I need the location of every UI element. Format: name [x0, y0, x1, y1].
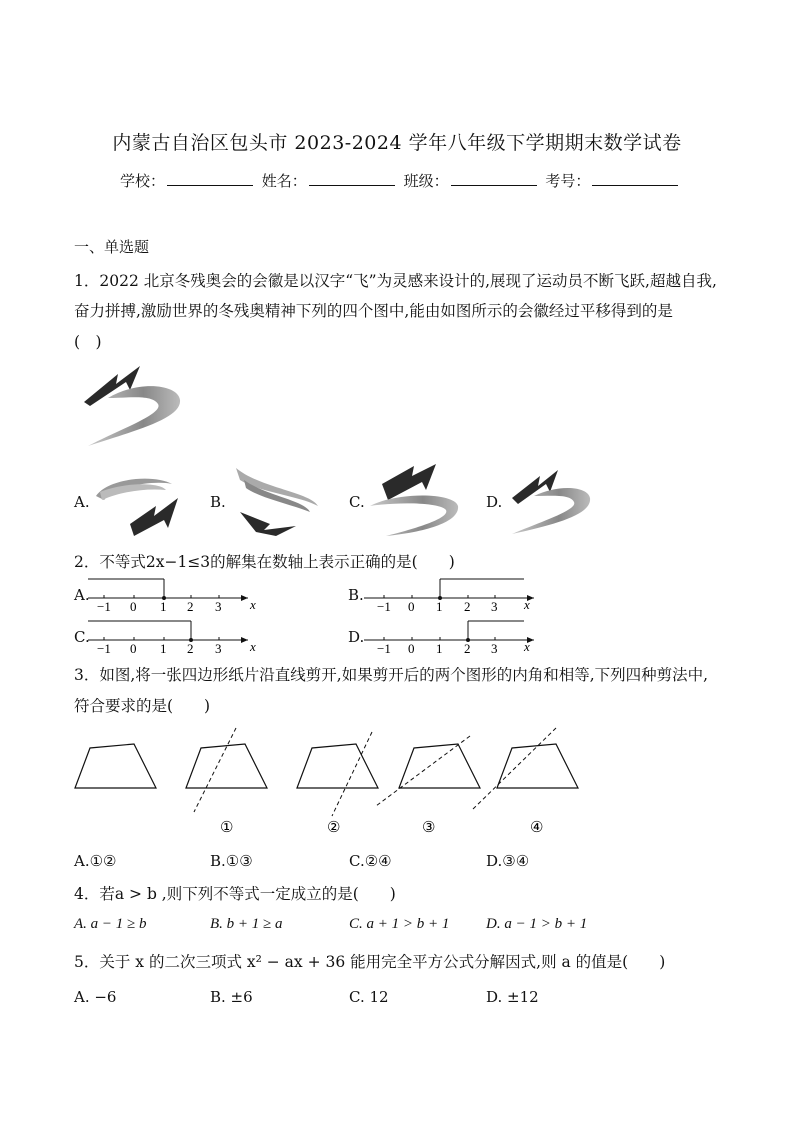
- quad-3: [399, 744, 480, 788]
- q1-paren: ( ): [74, 333, 102, 351]
- q2-option-d: D.: [348, 628, 365, 646]
- q2-option-a: A.: [74, 586, 90, 604]
- tick-label: 0: [408, 641, 415, 654]
- tick-label: 1: [160, 599, 167, 612]
- figure-label-3: ③: [422, 820, 436, 836]
- figure-label-2: ②: [327, 820, 341, 836]
- q1-option-a: A.: [74, 493, 90, 511]
- tick-label: −1: [97, 599, 111, 612]
- tick-label: 3: [215, 641, 222, 654]
- section-heading: 一、单选题: [74, 238, 150, 256]
- tick-label: 2: [464, 641, 471, 654]
- q3-option-c: C.②④: [349, 852, 392, 870]
- q2-option-c: C.: [74, 628, 90, 646]
- q3-option-a: A.①②: [74, 852, 117, 870]
- axis-variable: x: [524, 639, 530, 654]
- exam-no-blank: [592, 171, 678, 186]
- q2-numberline-a: [88, 576, 268, 612]
- q5-option-c: C. 12: [349, 988, 389, 1006]
- q1-emblem-figure: [78, 360, 188, 452]
- q2-numberline-b: [364, 576, 544, 612]
- quad-1: [186, 744, 267, 788]
- q4-option-a: A. a − 1 ≥ b: [74, 916, 147, 932]
- q2-option-b: B.: [348, 586, 364, 604]
- q4-option-c: C. a + 1 > b + 1: [349, 916, 450, 932]
- q3-line1: 3．如图,将一张四边形纸片沿直线剪开,如果剪开后的两个图形的内角和相等,下列四种剪法中,: [74, 666, 709, 684]
- tick-label: 1: [436, 599, 443, 612]
- q2-numberline-c: [88, 618, 268, 654]
- cut-line-1: [194, 728, 236, 812]
- cut-line-4: [472, 728, 556, 810]
- quad-original: [75, 744, 156, 788]
- q1-option-c: C.: [349, 493, 365, 511]
- tick-label: 2: [187, 599, 194, 612]
- name-label: 姓名：: [261, 172, 307, 190]
- q5-option-a: A. −6: [74, 988, 117, 1006]
- q2-stem: 2．不等式2x−1≤3的解集在数轴上表示正确的是( ): [74, 553, 455, 571]
- class-label: 班级：: [403, 172, 449, 190]
- tick-label: −1: [377, 599, 391, 612]
- figure-label-4: ④: [530, 820, 544, 836]
- q1-line2: 奋力拼搏,激励世界的冬残奥精神下列的四个图中,能由如图所示的会徽经过平移得到的是: [74, 302, 673, 320]
- tick-label: 2: [187, 641, 194, 654]
- figure-label-1: ①: [220, 820, 234, 836]
- tick-label: 1: [436, 641, 443, 654]
- tick-label: −1: [377, 641, 391, 654]
- tick-label: 0: [130, 599, 137, 612]
- tick-label: 0: [130, 641, 137, 654]
- tick-label: 2: [464, 599, 471, 612]
- quad-4: [497, 744, 578, 788]
- q3-quadrilateral-figures: [70, 724, 590, 840]
- tick-label: −1: [97, 641, 111, 654]
- exam-no-label: 考号：: [545, 172, 591, 190]
- tick-label: 3: [491, 641, 498, 654]
- q1-option-a-figure: [94, 466, 184, 538]
- q1-line1: 1．2022 北京冬残奥会的会徽是以汉字“飞”为灵感来设计的,展现了运动员不断飞跃,超越自我,: [74, 272, 717, 290]
- tick-label: 3: [491, 599, 498, 612]
- tick-label: 3: [215, 599, 222, 612]
- axis-variable: x: [250, 597, 256, 612]
- axis-variable: x: [524, 597, 530, 612]
- q3-option-b: B.①③: [210, 852, 253, 870]
- q5-stem: 5．关于 x 的二次三项式 x² − ax + 36 能用完全平方公式分解因式,则 a 的值是( ): [74, 953, 666, 971]
- school-blank: [167, 171, 253, 186]
- q1-option-d: D.: [486, 493, 503, 511]
- q5-option-d: D. ±12: [486, 988, 539, 1006]
- q2-numberline-d: [364, 618, 544, 654]
- q1-option-d-figure: [508, 466, 592, 536]
- q1-option-b-figure: [230, 466, 322, 538]
- class-blank: [451, 171, 537, 186]
- q4-option-d: D. a − 1 > b + 1: [486, 916, 588, 932]
- quad-2: [297, 744, 378, 788]
- q1-option-c-figure: [366, 462, 462, 538]
- tick-label: 0: [408, 599, 415, 612]
- q5-option-b: B. ±6: [210, 988, 253, 1006]
- q4-stem: 4．若a > b ,则下列不等式一定成立的是( ): [74, 885, 396, 903]
- page-title: 内蒙古自治区包头市 2023-2024 学年八年级下学期期末数学试卷: [112, 132, 682, 154]
- q4-option-b: B. b + 1 ≥ a: [210, 916, 283, 932]
- name-blank: [309, 171, 395, 186]
- tick-label: 1: [160, 641, 167, 654]
- student-info-row: [120, 170, 682, 191]
- axis-variable: x: [250, 639, 256, 654]
- q1-option-b: B.: [210, 493, 226, 511]
- school-label: 学校：: [120, 172, 166, 190]
- q3-line2: 符合要求的是( ): [74, 697, 211, 715]
- q3-option-d: D.③④: [486, 852, 530, 870]
- cut-line-3: [376, 736, 470, 806]
